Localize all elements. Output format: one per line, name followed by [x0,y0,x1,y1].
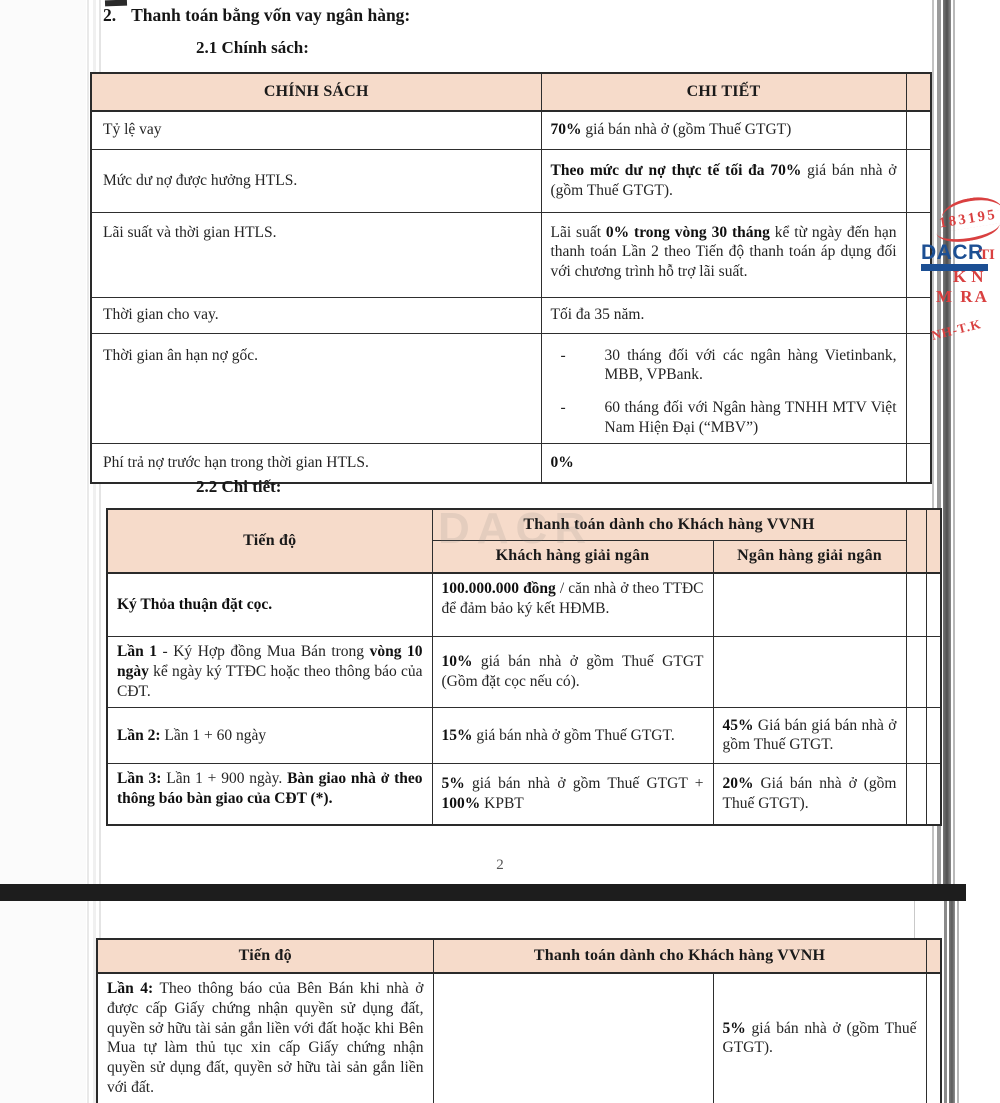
detail-bold: Theo mức dư nợ thực tế tối đa 70% [550,161,802,179]
section-number: 2. [103,5,117,25]
progress-bold: Lần 1 [117,643,157,661]
progress-bold: Lần 3: [117,769,162,787]
cutoff-cell [906,149,931,212]
stamp-text-fragment: M RA [936,287,989,306]
detail-cell: Tối đa 35 năm. [541,297,906,333]
policy-cell: Lãi suất và thời gian HTLS. [91,212,541,297]
progress-cell [107,573,432,637]
page-number: 2 [496,857,504,873]
detail-cell [541,212,906,297]
progress-bold: Lần 4: [107,980,154,997]
progress-text: kể ngày ký TTĐC hoặc theo thông báo của CĐT. [117,663,423,701]
detail-cell [541,443,906,483]
subsection-2-2-heading: 2.2 Chi tiết: [196,477,282,496]
page-fold-line [87,0,89,1103]
progress-cell [97,973,433,1103]
detail-cell [541,111,906,149]
progress-bold: Bàn giao nhà ở theo thông báo bàn giao của CĐT (*). [117,769,423,807]
policy-cell: Thời gian cho vay. [91,297,541,333]
cutoff-column-header [906,509,926,573]
progress-text: Theo thông báo của Bên Bán khi nhà ở được cấp Giấy chứng nhận quyền sử dụng đất, quyền sở hữu tài sản gắn liền với đất hoặc khi Bên Mua tự làm thủ tục xin cấp Giấy chứng nhận quyền sử dụng đất, quyền sở hữu tài sản gắn liền với đất. [107,980,424,1097]
detail-column-header: CHI TIẾT [541,73,906,111]
detail-bold: 0% [550,454,574,472]
progress-column-header: Tiến độ [97,939,433,973]
cutoff-cell [906,707,926,763]
bank-cell [713,637,906,707]
dash-list-item [551,346,897,386]
policy-column-header: CHÍNH SÁCH [91,73,541,111]
vvnh-group-header: Thanh toán dành cho Khách hàng VVNH [432,509,906,541]
stamp-text-fragment: NH-T.K [929,316,983,343]
amount-bold: 20% [722,775,754,793]
stamp-text-fragment: TI [979,247,995,263]
schedule-continuation-table [96,938,942,1103]
bank-cell [713,573,906,637]
amount-text: KPBT [480,795,524,813]
bank-disbursement-header: Ngân hàng giải ngân [713,541,906,573]
cutoff-cell [926,707,941,763]
dash-marker: - [560,399,566,417]
bank-cell [713,973,926,1103]
vvnh-group-header: Thanh toán dành cho Khách hàng VVNH [433,939,926,973]
detail-text: Lãi suất [550,223,606,241]
progress-cell [107,707,432,763]
amount-text: giá bán nhà ở (gồm Thuế GTGT). [722,1019,917,1057]
dacr-logo: DACR [921,241,984,264]
amount-bold: 100.000.000 đồng [441,579,556,597]
cutoff-cell [906,333,931,443]
cutoff-column-header [906,73,931,111]
amount-text: Giá bán nhà ở (gồm Thuế GTGT). [722,775,897,813]
amount-bold: 5% [722,1019,746,1037]
amount-text: / căn nhà ở theo TTĐC để đảm bảo ký kết HĐMB. [441,579,704,617]
customer-cell [432,573,713,637]
progress-text: Lần 1 + 900 ngày. [161,769,288,787]
page-separator-band [0,884,966,901]
bank-cell [713,707,906,763]
progress-bold: Lần 2: [117,726,161,744]
cutoff-cell [926,973,941,1103]
stamp-serial-number: 183195 [938,206,999,232]
amount-text: Giá bán giá bán nhà ở gồm Thuế GTGT. [722,716,897,754]
amount-bold: 10% [441,653,473,671]
progress-bold: vòng 10 ngày [117,643,423,681]
customer-cell [433,973,713,1103]
cutoff-cell [906,573,926,637]
detail-text: kể từ ngày đến hạn thanh toán Lần 2 theo Tiến độ thanh toán áp dụng đối với chương trình hỗ trợ lãi suất. [550,223,897,281]
right-scan-edge [953,0,955,884]
detail-text: giá bán nhà ở (gồm Thuế GTGT) [581,121,792,139]
detail-bold: 70% [550,121,582,139]
right-scan-edge [957,901,959,1103]
policy-cell: Phí trả nợ trước hạn trong thời gian HTLS. [91,443,541,483]
section-title: Thanh toán bằng vốn vay ngân hàng: [131,5,411,25]
cutoff-cell [906,297,931,333]
cutoff-cell [906,111,931,149]
amount-bold: 45% [722,716,754,734]
customer-disbursement-header: Khách hàng giải ngân [432,541,713,573]
watermark-text: DACR [438,504,594,553]
dash-list-item [551,398,897,438]
dash-item-text: 30 tháng đối với các ngân hàng Vietinbank, MBB, VPBank. [604,346,897,384]
bank-cell [713,763,906,825]
cutoff-cell [926,763,941,825]
dash-item-text: 60 tháng đối với Ngân hàng TNHH MTV Việt Nam Hiện Đại (“MBV”) [604,399,897,436]
amount-text: giá bán nhà ở gồm Thuế GTGT. [472,726,675,744]
cutoff-column-header [926,939,941,973]
progress-cell [107,763,432,825]
progress-text: Lần 1 + 60 ngày [160,726,267,744]
detail-text: giá bán nhà ở (gồm Thuế GTGT). [550,161,897,199]
customer-cell [432,763,713,825]
progress-column-header: Tiến độ [107,509,432,573]
right-scan-edge [949,901,955,1103]
policy-cell: Tỷ lệ vay [91,111,541,149]
cutoff-column-header [926,509,941,573]
policy-table [90,72,932,484]
subsection-2-1-heading: 2.1 Chính sách: [196,38,309,57]
right-scan-edge [943,0,951,884]
right-scan-edge [944,901,947,1103]
progress-text: - Ký Hợp đồng Mua Bán trong [157,643,370,661]
cutoff-cell [926,573,941,637]
left-page-margin [0,0,86,1103]
amount-text: giá bán nhà ở gồm Thuế GTGT + [464,775,704,793]
customer-cell [432,707,713,763]
cutoff-cell [926,637,941,707]
policy-cell: Thời gian ân hạn nợ gốc. [91,333,541,443]
stamp-text-fragment: KN [953,267,989,286]
payment-schedule-table [106,508,942,826]
amount-bold: 15% [441,726,473,744]
progress-cell [107,637,432,707]
policy-cell: Mức dư nợ được hưởng HTLS. [91,149,541,212]
cutoff-cell [906,637,926,707]
amount-text: giá bán nhà ở gồm Thuế GTGT (Gồm đặt cọc nếu có). [441,653,704,691]
detail-cell [541,333,906,443]
detail-cell [541,149,906,212]
amount-bold: 5% [441,775,465,793]
customer-cell [432,637,713,707]
cutoff-cell [906,763,926,825]
dash-marker: - [560,346,566,364]
detail-bold: 0% trong vòng 30 tháng [605,223,770,241]
cutoff-cell [906,443,931,483]
progress-bold: Ký Thỏa thuận đặt cọc. [117,596,273,614]
amount-bold: 100% [441,795,481,813]
section-heading [103,5,410,26]
